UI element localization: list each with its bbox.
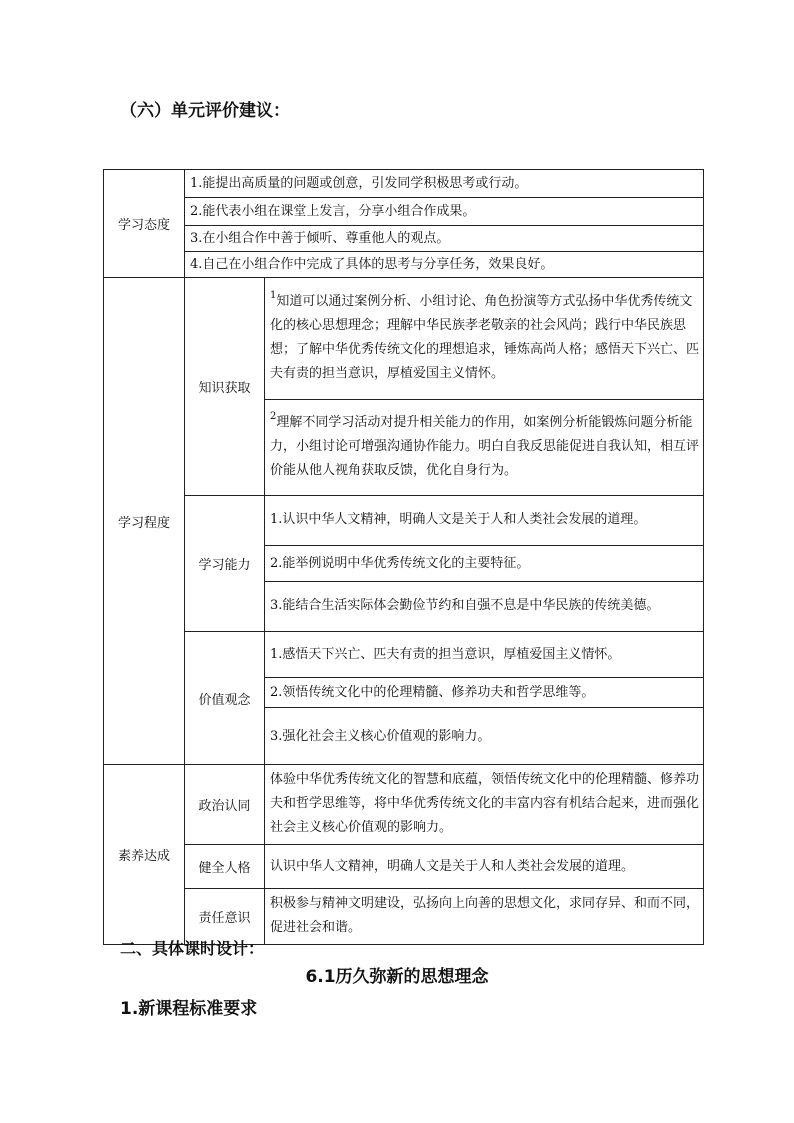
ability-item: 2.能举例说明中华优秀传统文化的主要特征。: [265, 546, 704, 582]
values-item: 1.感悟天下兴亡、匹夫有责的担当意识，厚植爱国主义情怀。: [265, 632, 704, 678]
category-attitude: 学习态度: [104, 170, 185, 278]
attitude-item: 4.自己在小组合作中完成了具体的思考与分享任务，效果良好。: [185, 252, 704, 278]
subcategory-ability: 学习能力: [185, 496, 265, 632]
subsection-title: 1.新课程标准要求: [120, 999, 258, 1019]
knowledge-item: [265, 278, 704, 400]
knowledge-item: [265, 400, 704, 496]
attitude-item: 3.在小组合作中善于倾听、尊重他人的观点。: [185, 226, 704, 252]
item-number: 2: [270, 411, 277, 422]
literacy-text: 积极参与精神文明建设，弘扬向上向善的思想文化，求同存异、和而不同，促进社会和谐。: [265, 889, 704, 945]
literacy-label: 责任意识: [185, 889, 265, 945]
values-item: 2.领悟传统文化中的伦理精髓、修养功夫和哲学思维等。: [265, 678, 704, 708]
subcategory-knowledge: 知识获取: [185, 278, 265, 496]
attitude-item: 1.能提出高质量的问题或创意，引发同学积极思考或行动。: [185, 170, 704, 198]
evaluation-table: [103, 169, 704, 945]
literacy-label: 政治认同: [185, 765, 265, 845]
literacy-text: 体验中华优秀传统文化的智慧和底蕴，领悟传统文化中的伦理精髓、修养功夫和哲学思维等，将中华优秀传统文化的丰富内容有机结合起来，进而强化社会主义核心价值观的影响力。: [265, 765, 704, 845]
category-degree: 学习程度: [104, 278, 185, 765]
item-text: 理解不同学习活动对提升相关能力的作用，如案例分析能锻炼问题分析能力，小组讨论可增强沟通协作能力。明白自我反思能促进自我认知，相互评价能从他人视角获取反馈，优化自身行为。: [270, 415, 700, 478]
ability-item: 3.能结合生活实际体会勤俭节约和自强不息是中华民族的传统美德。: [265, 582, 704, 632]
subcategory-values: 价值观念: [185, 632, 265, 765]
literacy-label: 健全人格: [185, 845, 265, 889]
item-text: 知道可以通过案例分析、小组讨论、角色扮演等方式弘扬中华优秀传统文化的核心思想理念；理解中华民族孝老敬亲的社会风尚；践行中华民族思想；了解中华优秀传统文化的理想追求，锤炼高尚人格；感悟天下兴亡、匹夫有责的担当意识，厚植爱国主义情怀。: [270, 294, 700, 381]
values-item: 3.强化社会主义核心价值观的影响力。: [265, 708, 704, 765]
section2-title: 二、具体课时设计：: [120, 939, 265, 958]
lesson-title: 6.1历久弥新的思想理念: [305, 967, 489, 987]
attitude-item: 2.能代表小组在课堂上发言，分享小组合作成果。: [185, 198, 704, 226]
item-number: 1: [270, 290, 277, 301]
section-title: （六）单元评价建议：: [120, 101, 290, 121]
category-literacy: 素养达成: [104, 765, 185, 945]
ability-item: 1.认识中华人文精神，明确人文是关于人和人类社会发展的道理。: [265, 496, 704, 546]
literacy-text: 认识中华人文精神，明确人文是关于人和人类社会发展的道理。: [265, 845, 704, 889]
